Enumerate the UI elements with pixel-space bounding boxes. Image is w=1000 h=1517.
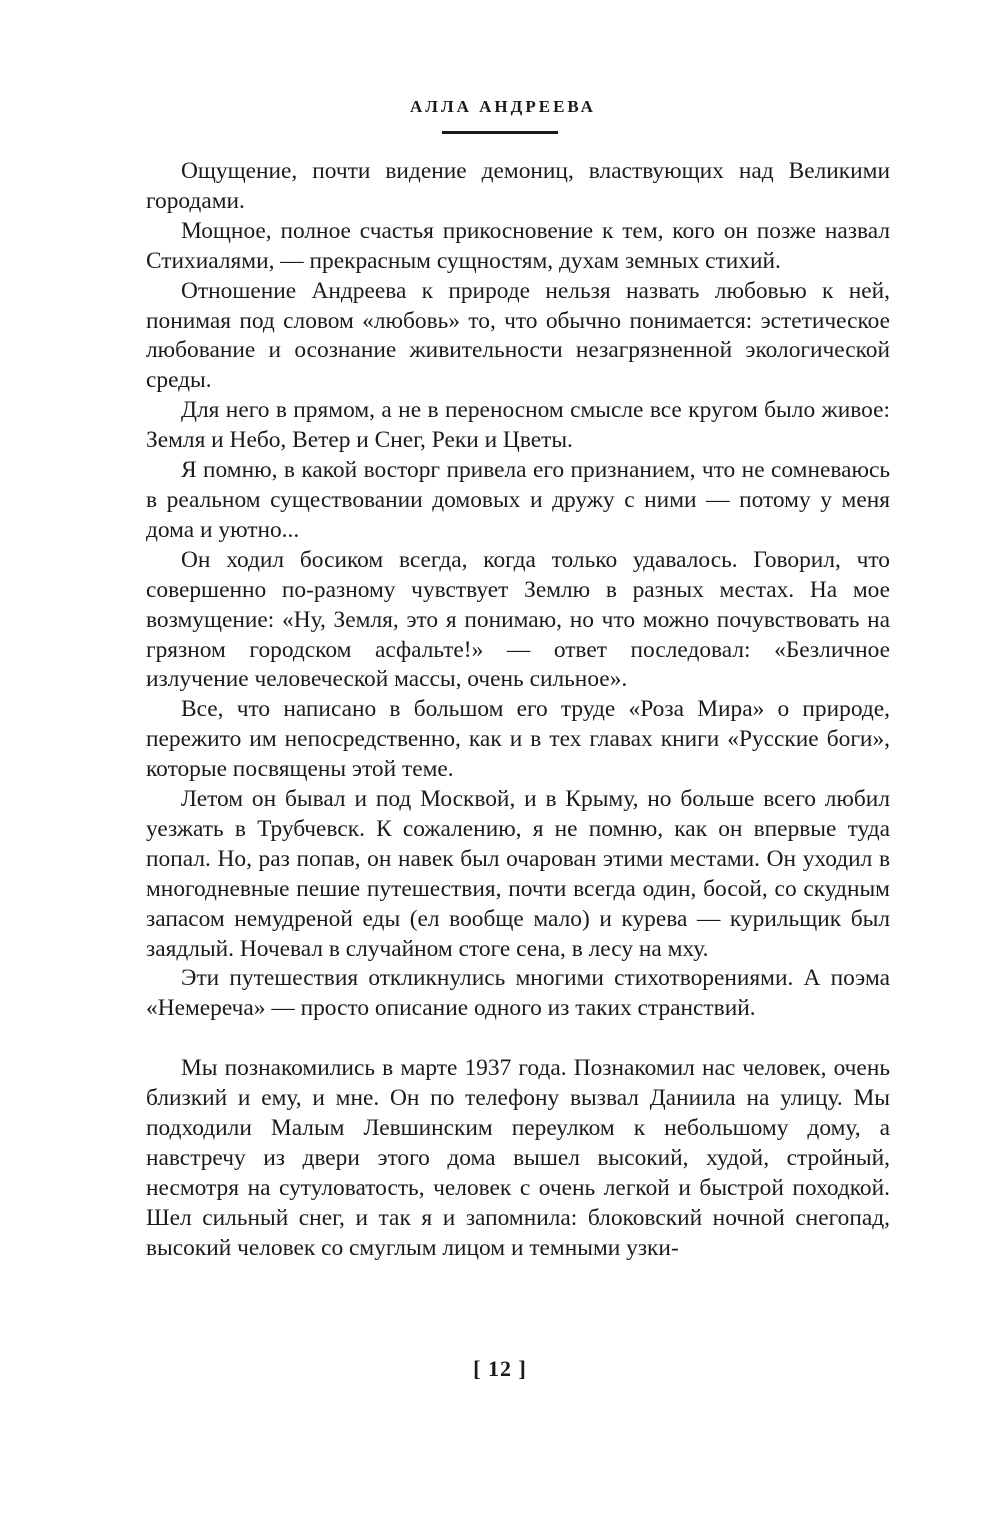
paragraph: Отношение Андреева к природе нельзя назвать любовью к ней, понимая под словом «любовь» то, что обычно понимается: эстетическое любование и осознание живительности незагрязненной экологической среды. bbox=[146, 277, 890, 394]
paragraph: Все, что написано в большом его труде «Роза Мира» о природе, пережито им непосредственно, как и в тех главах книги «Русские боги», которые посвящены этой теме. bbox=[146, 696, 890, 783]
paragraph: Эти путешествия откликнулись многими стихотворениями. А поэма «Немереча» — просто описание одного из таких странствий. bbox=[146, 965, 890, 1022]
paragraph: Летом он бывал и под Москвой, и в Крыму, но больше всего любил уезжать в Трубчевск. К сожалению, я не помню, как он впервые туда попал. Но, раз попав, он навек был очарован этими местами. Он уходил в многодневные пешие путешествия, почти всегда один, босой, со скудным запасом немудреной еды (ел вообще мало) и курева — курильщик был заядлый. Ночевал в случайном стоге сена, в лесу на мху. bbox=[146, 786, 890, 962]
paragraph: Для него в прямом, а не в переносном смысле все кругом было живое: Земля и Небо, Ветер и Снег, Реки и Цветы. bbox=[146, 397, 890, 454]
running-head-rule bbox=[442, 131, 558, 134]
paragraph: Он ходил босиком всегда, когда только удавалось. Говорил, что совершенно по-разному чувствует Землю в разных местах. На мое возмущение: «Ну, Земля, это я понимаю, но что можно почувствовать на грязном городском асфальте!» — ответ последовал: «Безличное излучение человеческой массы, очень сильное». bbox=[146, 546, 890, 693]
body-text bbox=[146, 157, 890, 1264]
running-head-title: АЛЛА АНДРЕЕВА bbox=[410, 97, 596, 116]
paragraph: Ощущение, почти видение демониц, властвующих над Великими городами. bbox=[146, 158, 890, 214]
paragraph: Я помню, в какой восторг привела его признанием, что не сомневаюсь в реальном существовании домовых и дружу с ними — потому у меня дома и уютно... bbox=[146, 457, 890, 543]
paragraph: Мощное, полное счастья прикосновение к тем, кого он позже назвал Стихиалями, — прекрасным сущностям, духам земных стихий. bbox=[146, 217, 890, 274]
page-number: [ 12 ] bbox=[473, 1356, 527, 1381]
paragraph-section-start: Мы познакомились в марте 1937 года. Познакомил нас человек, очень близкий и ему, и мне. Он по телефону вызвал Даниила на улицу. Мы подходили Малым Левшинским переулком к небольшому дому, а навстречу из двери этого дома вышел высокий, худой, стройный, несмотря на сутуловатость, человек с очень легкой и быстрой походкой. Шел сильный снег, и так я и запомнила: блоковский ночной снегопад, высокий человек со смуглым лицом и темными узки- bbox=[146, 1055, 890, 1261]
running-head bbox=[0, 97, 1000, 134]
